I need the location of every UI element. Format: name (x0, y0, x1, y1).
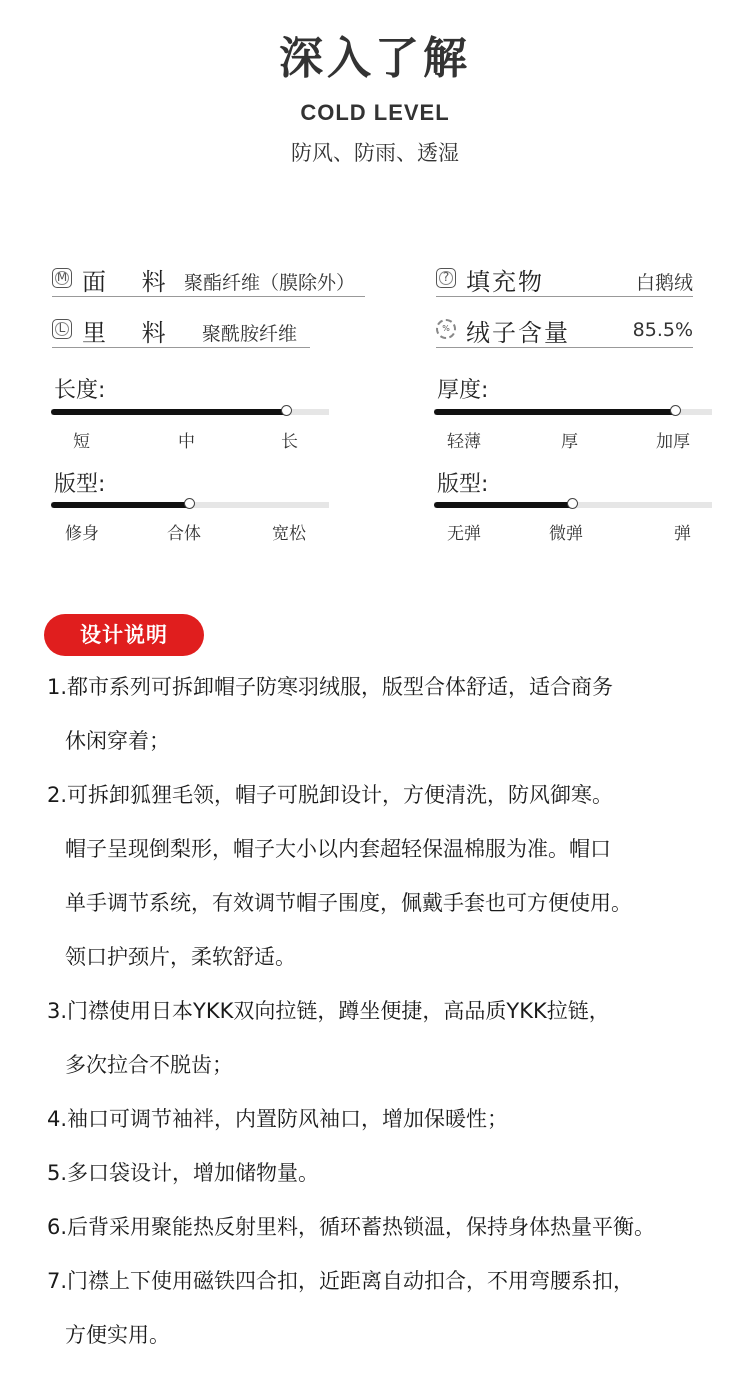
spec-lining-label: 里 料 (82, 319, 180, 347)
fit-slider-knob[interactable] (184, 498, 195, 509)
stretch-slider[interactable] (434, 502, 712, 508)
stretch-tick-slight: 微弹 (549, 524, 583, 544)
spec-filling-value: 白鹅绒 (635, 272, 693, 294)
design-line: 单手调节系统，有效调节帽子围度，佩戴手套也可方便使用。 (65, 891, 632, 915)
fabric-icon: M (52, 268, 72, 288)
length-tick-medium: 中 (178, 432, 195, 452)
thickness-tick-thick: 厚 (561, 432, 578, 452)
percent-icon: % (436, 319, 456, 339)
spec-fabric (52, 262, 365, 297)
features-subtitle: 防风、防雨、透湿 (291, 141, 459, 165)
spec-filling-label: 填充物 (466, 268, 544, 296)
thickness-label: 厚度: (437, 378, 489, 403)
spec-filling (436, 262, 693, 297)
fit-slider[interactable] (51, 502, 329, 508)
page-title: 深入了解 (279, 33, 471, 84)
spec-fabric-label: 面 料 (82, 268, 180, 296)
cold-level-title: COLD LEVEL (300, 100, 450, 125)
length-tick-long: 长 (281, 432, 298, 452)
length-slider-fill (51, 409, 287, 415)
fit-slider-fill (51, 502, 190, 508)
thickness-slider-fill (434, 409, 676, 415)
fit-tick-slim: 修身 (65, 524, 99, 544)
design-line: 1.都市系列可拆卸帽子防寒羽绒服，版型合体舒适，适合商务 (47, 675, 614, 699)
length-label: 长度: (54, 378, 106, 403)
design-line: 5.多口袋设计，增加储物量。 (47, 1161, 320, 1185)
stretch-tick-none: 无弹 (447, 524, 481, 544)
design-line: 帽子呈现倒梨形，帽子大小以内套超轻保温棉服为准。帽口 (65, 837, 611, 861)
lining-icon: L (52, 319, 72, 339)
spec-down-value: 85.5% (632, 319, 693, 341)
design-line: 多次拉合不脱齿； (65, 1053, 233, 1077)
design-line: 6.后背采用聚能热反射里料，循环蓄热锁温，保持身体热量平衡。 (47, 1215, 656, 1239)
length-slider-knob[interactable] (281, 405, 292, 416)
design-notes-badge: 设计说明 (44, 614, 204, 656)
design-line: 7.门襟上下使用磁铁四合扣，近距离自动扣合，不用弯腰系扣， (47, 1269, 635, 1293)
fit-tick-loose: 宽松 (272, 524, 306, 544)
thickness-slider-knob[interactable] (670, 405, 681, 416)
design-line: 3.门襟使用日本YKK双向拉链，蹲坐便捷，高品质YKK拉链， (47, 999, 610, 1023)
thickness-slider[interactable] (434, 409, 712, 415)
stretch-tick-stretch: 弹 (674, 524, 691, 544)
stretch-slider-fill (434, 502, 573, 508)
spec-fabric-value: 聚酯纤维（膜除外） (184, 272, 356, 294)
filling-icon: ? (436, 268, 456, 288)
spec-down-content (436, 313, 693, 348)
design-line: 领口护颈片，柔软舒适。 (65, 945, 296, 969)
stretch-label: 版型: (437, 472, 489, 497)
spec-lining-value: 聚酰胺纤维 (202, 323, 298, 345)
design-line: 2.可拆卸狐狸毛领，帽子可脱卸设计，方便清洗，防风御寒。 (47, 783, 614, 807)
fit-tick-regular: 合体 (167, 524, 201, 544)
design-line: 方便实用。 (65, 1323, 170, 1347)
stretch-slider-knob[interactable] (567, 498, 578, 509)
spec-down-label: 绒子含量 (466, 319, 570, 347)
thickness-tick-extra: 加厚 (656, 432, 690, 452)
design-line: 4.袖口可调节袖袢，内置防风袖口，增加保暖性； (47, 1107, 509, 1131)
length-tick-short: 短 (73, 432, 90, 452)
fit-label: 版型: (54, 472, 106, 497)
thickness-tick-thin: 轻薄 (447, 432, 481, 452)
length-slider[interactable] (51, 409, 329, 415)
spec-lining (52, 313, 310, 348)
design-line: 休闲穿着； (65, 729, 170, 753)
